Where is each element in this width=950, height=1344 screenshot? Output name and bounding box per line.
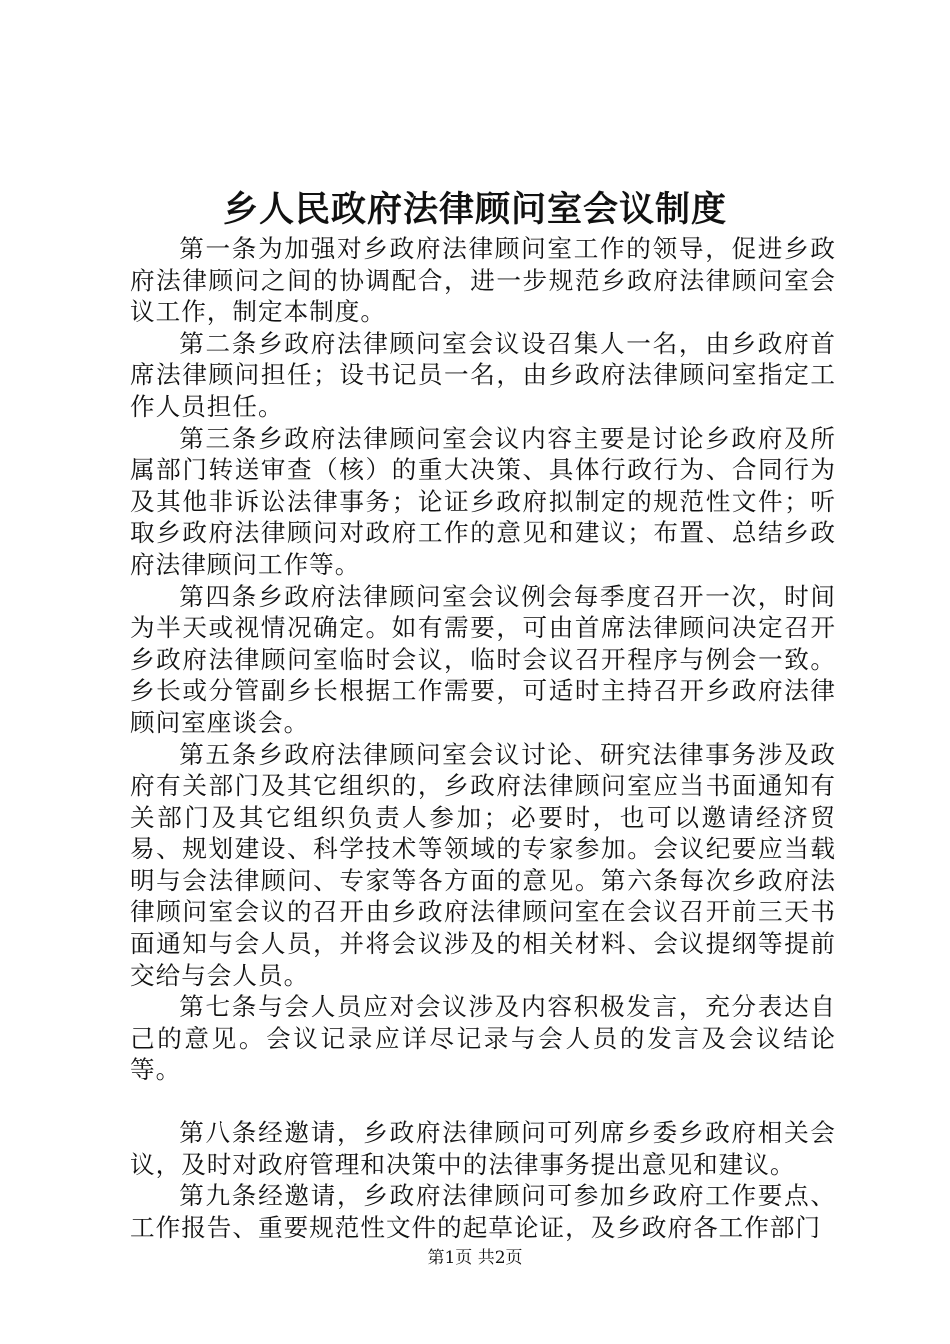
article-2-paragraph: 第二条乡政府法律顾问室会议设召集人一名，由乡政府首席法律顾问担任；设书记员一名，由乡政府法律顾问室指定工作人员担任。 (130, 328, 836, 421)
document-body (130, 233, 836, 1243)
page-footer: 第1页 共2页 (427, 1248, 523, 1268)
article-5-6-paragraph: 第五条乡政府法律顾问室会议讨论、研究法律事务涉及政府有关部门及其它组织的，乡政府法律顾问室应当书面通知有关部门及其它组织负责人参加；必要时，也可以邀请经济贸易、规划建设、科学技术等领域的专家参加。会议纪要应当载明与会法律顾问、专家等各方面的意见。第六条每次乡政府法律顾问室会议的召开由乡政府法律顾问室在会议召开前三天书面通知与会人员，并将会议涉及的相关材料、会议提纲等提前交给与会人员。 (130, 739, 836, 990)
article-3-paragraph: 第三条乡政府法律顾问室会议内容主要是讨论乡政府及所属部门转送审查（核）的重大决策、具体行政行为、合同行为及其他非诉讼法律事务；论证乡政府拟制定的规范性文件；听取乡政府法律顾问对政府工作的意见和建议；布置、总结乡政府法律顾问工作等。 (130, 423, 836, 579)
document-title: 乡人民政府法律顾问室会议制度 (222, 189, 727, 230)
article-1-paragraph: 第一条为加强对乡政府法律顾问室工作的领导，促进乡政府法律顾问之间的协调配合，进一步规范乡政府法律顾问室会议工作，制定本制度。 (130, 234, 836, 327)
article-8-paragraph: 第八条经邀请，乡政府法律顾问可列席乡委乡政府相关会议，及时对政府管理和决策中的法律事务提出意见和建议。 (130, 1118, 836, 1179)
article-4-paragraph: 第四条乡政府法律顾问室会议例会每季度召开一次，时间为半天或视情况确定。如有需要，可由首席法律顾问决定召开乡政府法律顾问室临时会议，临时会议召开程序与例会一致。乡长或分管副乡长根据工作需要，可适时主持召开乡政府法律顾问室座谈会。 (130, 581, 836, 737)
article-7-paragraph: 第七条与会人员应对会议涉及内容积极发言，充分表达自己的意见。会议记录应详尽记录与会人员的发言及会议结论等。 (130, 992, 836, 1085)
article-9-paragraph: 第九条经邀请，乡政府法律顾问可参加乡政府工作要点、工作报告、重要规范性文件的起草论证，及乡政府各工作部门 (130, 1181, 836, 1242)
